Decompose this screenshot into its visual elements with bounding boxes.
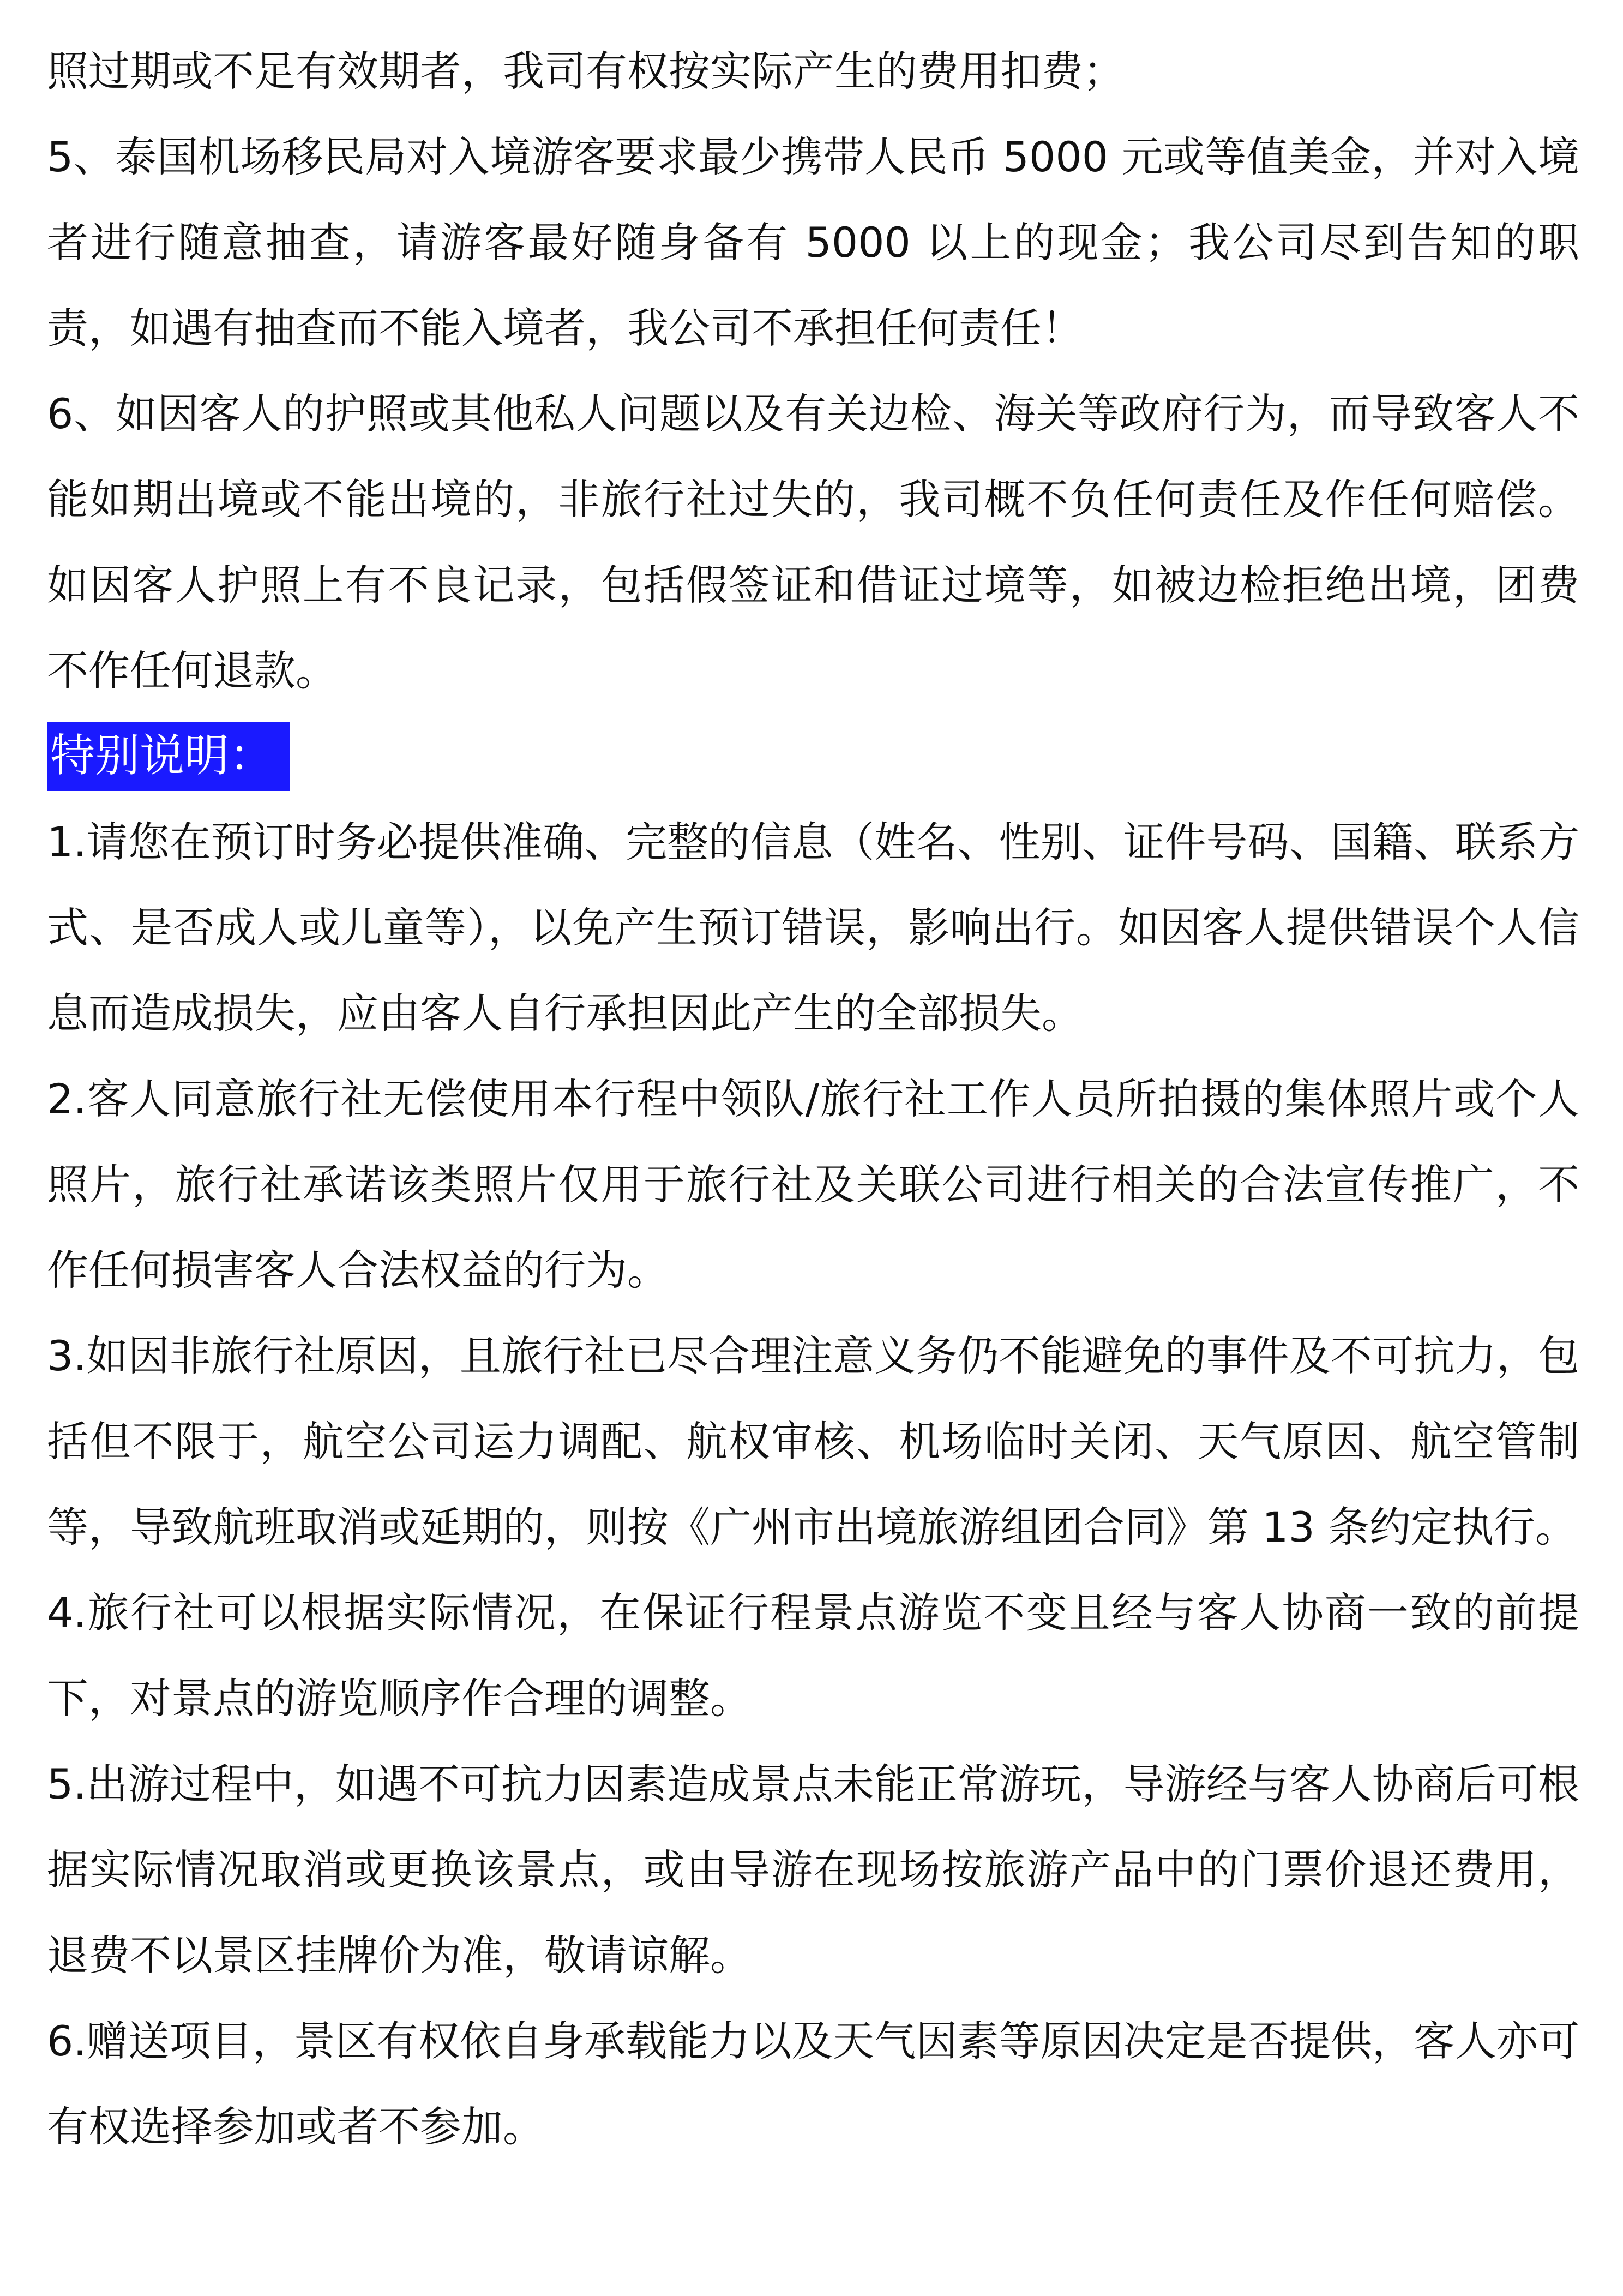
paragraph-passport-validity: 照过期或不足有效期者，我司有权按实际产生的费用扣费； [47,47,1125,95]
special-note-item-5: 5.出游过程中，如遇不可抗力因素造成景点未能正常游玩，导游经与客人协商后可根据实际情况取消或更换该景点，或由导游在现场按旅游产品中的门票价退还费用，退费不以景区挂牌价为准，敬请谅解。 [47,1760,1579,1980]
special-notes-heading-row [47,714,1579,799]
special-note-item-4: 4.旅行社可以根据实际情况，在保证行程景点游览不变且经与客人协商一致的前提下，对景点的游览顺序作合理的调整。 [47,1588,1579,1723]
special-note-item-6: 6.赠送项目，景区有权依自身承载能力以及天气因素等原因决定是否提供，客人亦可有权选择参加或者不参加。 [47,2017,1579,2151]
document-page [47,28,1579,2169]
special-notes-heading: 特别说明： [47,722,290,791]
paragraph-thailand-cash-requirement: 5、泰国机场移民局对入境游客要求最少携带人民币 5000 元或等值美金，并对入境者进行随意抽查，请游客最好随身备有 5000 以上的现金；我公司尽到告知的职责，如遇有抽查而不能入境者，我公司不承担任何责任！ [47,133,1579,352]
special-note-item-3: 3.如因非旅行社原因，且旅行社已尽合理注意义务仍不能避免的事件及不可抗力，包括但不限于，航空公司运力调配、航权审核、机场临时关闭、天气原因、航空管制等，导致航班取消或延期的，则按《广州市出境旅游组团合同》第 13 条约定执行。 [47,1332,1579,1551]
special-note-item-1: 1.请您在预订时务必提供准确、完整的信息（姓名、性别、证件号码、国籍、联系方式、是否成人或儿童等），以免产生预订错误，影响出行。如因客人提供错误个人信息而造成损失，应由客人自行承担因此产生的全部损失。 [47,818,1579,1038]
special-note-item-2: 2.客人同意旅行社无偿使用本行程中领队/旅行社工作人员所拍摄的集体照片或个人照片，旅行社承诺该类照片仅用于旅行社及关联公司进行相关的合法宣传推广，不作任何损害客人合法权益的行为。 [47,1075,1579,1294]
paragraph-border-control-liability: 6、如因客人的护照或其他私人问题以及有关边检、海关等政府行为，而导致客人不能如期出境或不能出境的，非旅行社过失的，我司概不负任何责任及作任何赔偿。如因客人护照上有不良记录，包括假签证和借证过境等，如被边检拒绝出境，团费不作任何退款。 [47,389,1579,695]
